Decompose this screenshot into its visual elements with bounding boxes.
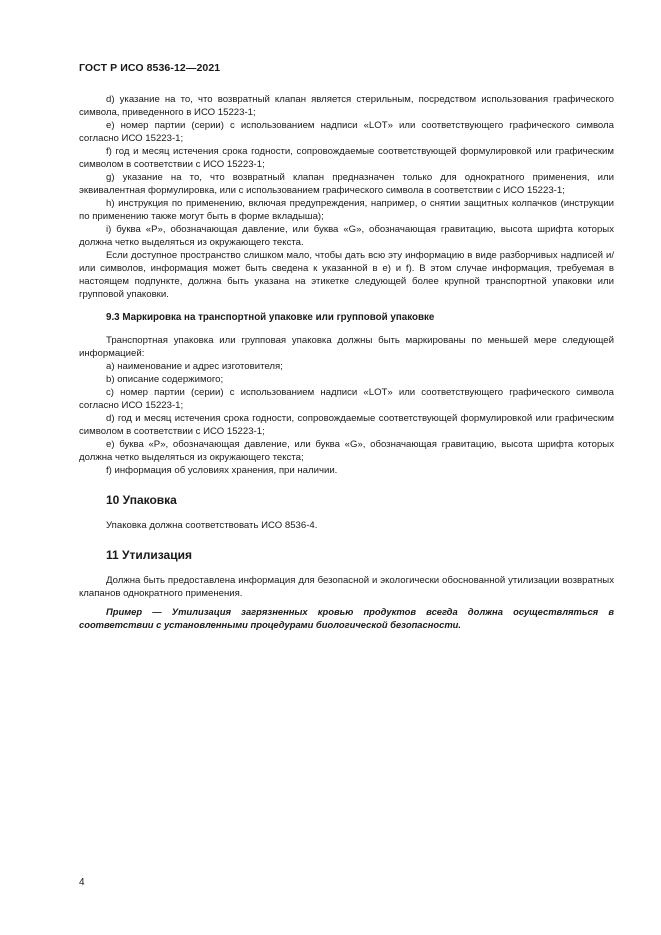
standard-header: ГОСТ Р ИСО 8536-12—2021 (79, 62, 221, 74)
list-item-f: f) год и месяц истечения срока годности, сопровождаемые соответствующей формулировкой или графическим символом в соответствии с ИСО 15223-1; (79, 146, 614, 170)
list-item-e: e) номер партии (серии) с использованием надписи «LOT» или соответствующего графического символа согласно ИСО 15223-1; (79, 120, 614, 144)
list-item-h: h) инструкция по применению, включая предупреждения, например, о снятии защитных колпачков (инструкции по применению также могут быть в форме вкладыша); (79, 198, 614, 222)
list-item-g: g) указание на то, что возвратный клапан предназначен только для однократного применения, или эквивалентная формулировка, или с использованием графического символа в соответствии с ИСО 15223-1; (79, 172, 614, 196)
section-11-title: 11 Утилизация (106, 548, 192, 562)
list-item-f: f) информация об условиях хранения, при наличии. (106, 465, 338, 476)
list-item-i: i) буква «P», обозначающая давление, или буква «G», обозначающая гравитацию, высота шрифта которых должна четко выделяться из окружающего текста. (79, 224, 614, 248)
page-body (79, 93, 614, 631)
section-11-text: Должна быть предоставлена информация для безопасной и экологически обоснованной утилизации возвратных клапанов однократного применения. (79, 575, 614, 599)
subsection-9-3-lead: Транспортная упаковка или групповая упаковка должны быть маркированы по меньшей мере следующей информацией: (79, 335, 614, 359)
list-item-d: d) указание на то, что возвратный клапан является стерильным, посредством использования графического символа, приведенного в ИСО 15223-1; (79, 94, 614, 118)
section-10-text: Упаковка должна соответствовать ИСО 8536-4. (106, 520, 318, 531)
page-number: 4 (79, 877, 85, 888)
list-item-a: a) наименование и адрес изготовителя; (106, 361, 283, 372)
section-10-title: 10 Упаковка (106, 493, 177, 507)
list-item-d: d) год и месяц истечения срока годности, сопровождаемые соответствующей формулировкой или графическим символом в соответствии с ИСО 15223-1; (79, 413, 614, 437)
list-item-c: c) номер партии (серии) с использованием надписи «LOT» или соответствующего графического символа согласно ИСО 15223-1; (79, 387, 614, 411)
list-item-e: e) буква «P», обозначающая давление, или буква «G», обозначающая гравитацию, высота шрифта которых должна четко выделяться из окружающего текста; (79, 439, 614, 463)
space-note-paragraph: Если доступное пространство слишком мало, чтобы дать всю эту информацию в виде разборчивых надписей и/или символов, информация может быть сведена к указанной в е) и f). В этом случае информация, требуемая в настоящем подпункте, должна быть указана на этикетке следующей более крупной транспортной упаковки или групповой упаковки. (79, 250, 614, 300)
list-item-b: b) описание содержимого; (106, 374, 224, 385)
example-note: Пример — Утилизация загрязненных кровью продуктов всегда должна осуществляться в соответствии с установленными процедурами биологической безопасности. (79, 606, 614, 630)
subsection-9-3-title: 9.3 Маркировка на транспортной упаковке или групповой упаковке (106, 312, 435, 323)
